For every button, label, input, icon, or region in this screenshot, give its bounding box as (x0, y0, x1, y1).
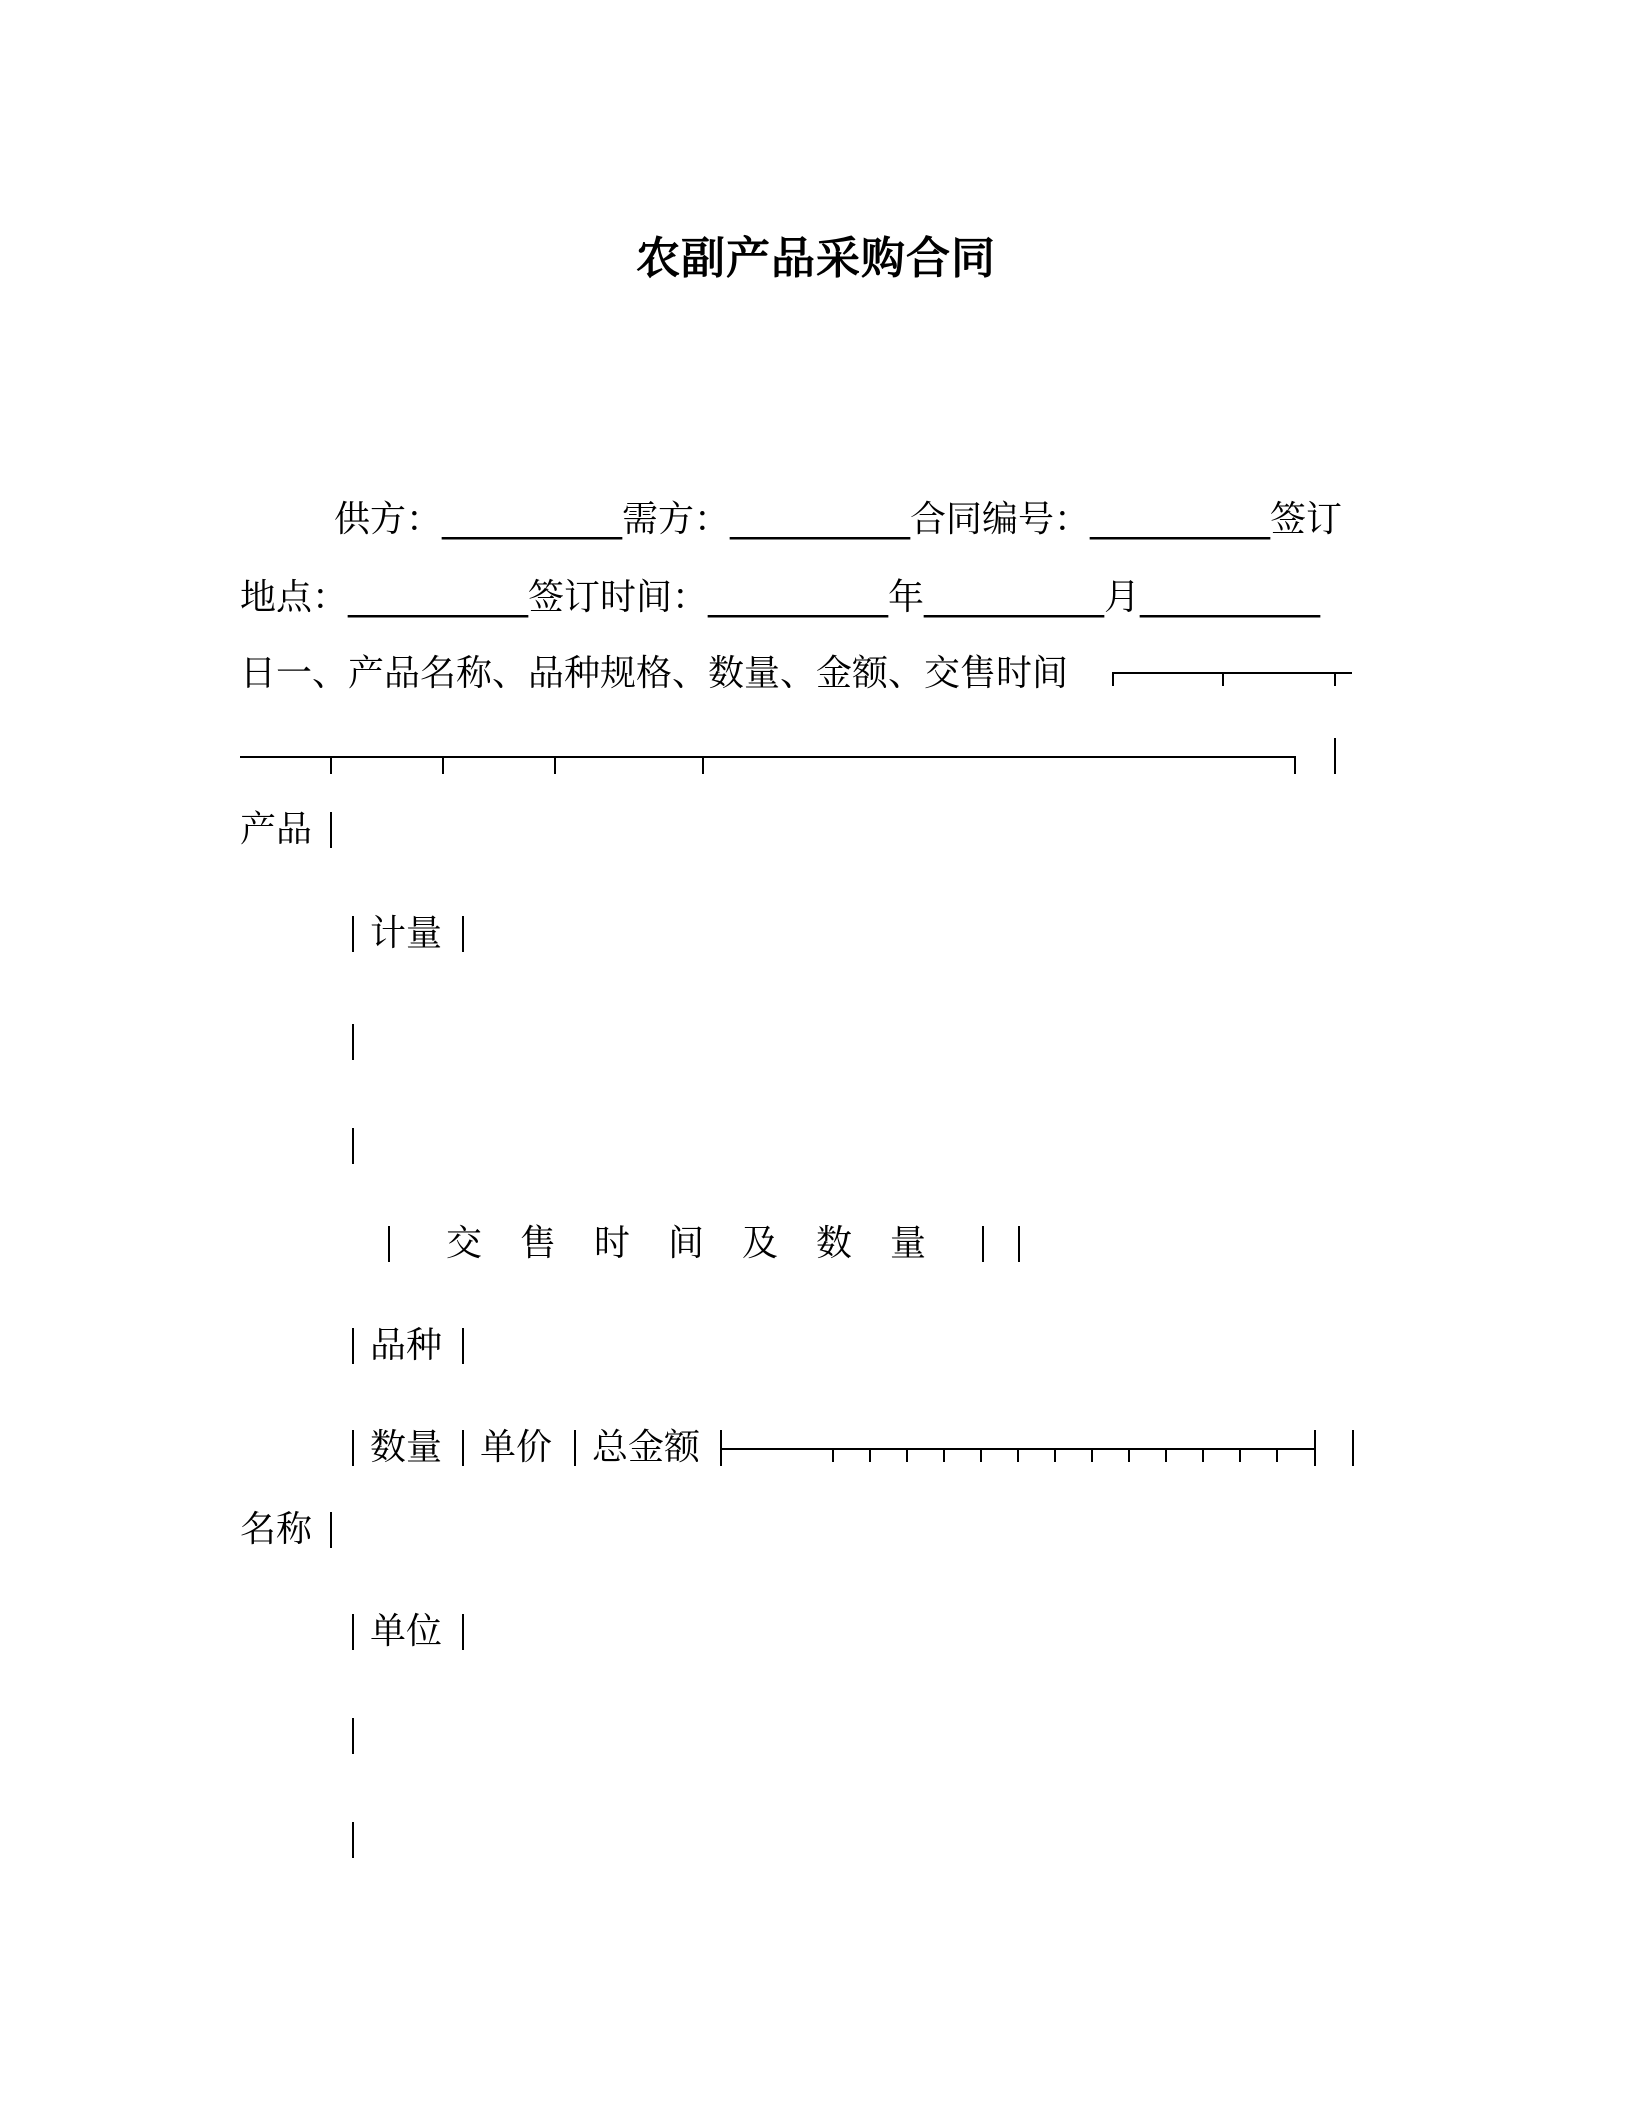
cell-name: 名称 (240, 1509, 313, 1550)
table-tick (1017, 1448, 1019, 1462)
table-tick (1165, 1448, 1167, 1462)
table-border-row (240, 756, 1296, 758)
cell-unit: 单位 (370, 1611, 443, 1652)
cell-divider (330, 1512, 332, 1548)
table-tick (1128, 1448, 1130, 1462)
table-tick (943, 1448, 945, 1462)
table-tick (869, 1448, 871, 1462)
table-tick (832, 1448, 834, 1462)
cell-divider (352, 1614, 354, 1650)
cell-divider (1352, 1430, 1354, 1466)
cell-divider (982, 1226, 984, 1262)
cell-divider (462, 1614, 464, 1650)
table-tick (442, 756, 444, 774)
table-tick (1239, 1448, 1241, 1462)
table-tick (702, 756, 704, 774)
header-line-2: 地点：__________签订时间：__________年__________月__________ (240, 577, 1321, 618)
table-tick (330, 756, 332, 774)
cell-delivery-time-qty: 交售时间及数量 (446, 1223, 965, 1264)
table-tick (1334, 672, 1336, 686)
table-tick (1276, 1448, 1278, 1462)
cell-divider (574, 1430, 576, 1466)
table-tick (1054, 1448, 1056, 1462)
cell-measure: 计量 (370, 913, 443, 954)
cell-divider (462, 1430, 464, 1466)
table-tick (554, 756, 556, 774)
cell-divider (388, 1226, 390, 1262)
cell-divider (462, 916, 464, 952)
cell-divider (1018, 1226, 1020, 1262)
table-border-right (1334, 738, 1336, 774)
table-tick (1222, 672, 1224, 686)
table-tick (980, 1448, 982, 1462)
table-tick (1091, 1448, 1093, 1462)
cell-divider (352, 1822, 354, 1858)
cell-divider (352, 916, 354, 952)
document-title: 农副产品采购合同 (636, 233, 996, 284)
cell-divider (352, 1430, 354, 1466)
cell-divider (462, 1328, 464, 1364)
cell-divider (1314, 1430, 1316, 1466)
section-heading: 日一、产品名称、品种规格、数量、金额、交售时间 (240, 653, 1069, 694)
table-border-top (1112, 672, 1352, 674)
cell-quantity: 数量 (370, 1427, 443, 1468)
cell-total-amount: 总金额 (592, 1427, 701, 1468)
cell-divider (352, 1128, 354, 1164)
cell-divider (352, 1024, 354, 1060)
cell-divider (352, 1328, 354, 1364)
table-tick (1202, 1448, 1204, 1462)
cell-variety: 品种 (370, 1325, 443, 1366)
cell-unit-price: 单价 (480, 1427, 553, 1468)
table-tick (1294, 756, 1296, 774)
cell-product: 产品 (240, 809, 313, 850)
table-tick (1112, 672, 1114, 686)
header-line-1: 供方：__________需方：__________合同编号：__________签订 (334, 499, 1343, 540)
table-tick (906, 1448, 908, 1462)
cell-divider (352, 1718, 354, 1754)
cell-divider (330, 812, 332, 848)
